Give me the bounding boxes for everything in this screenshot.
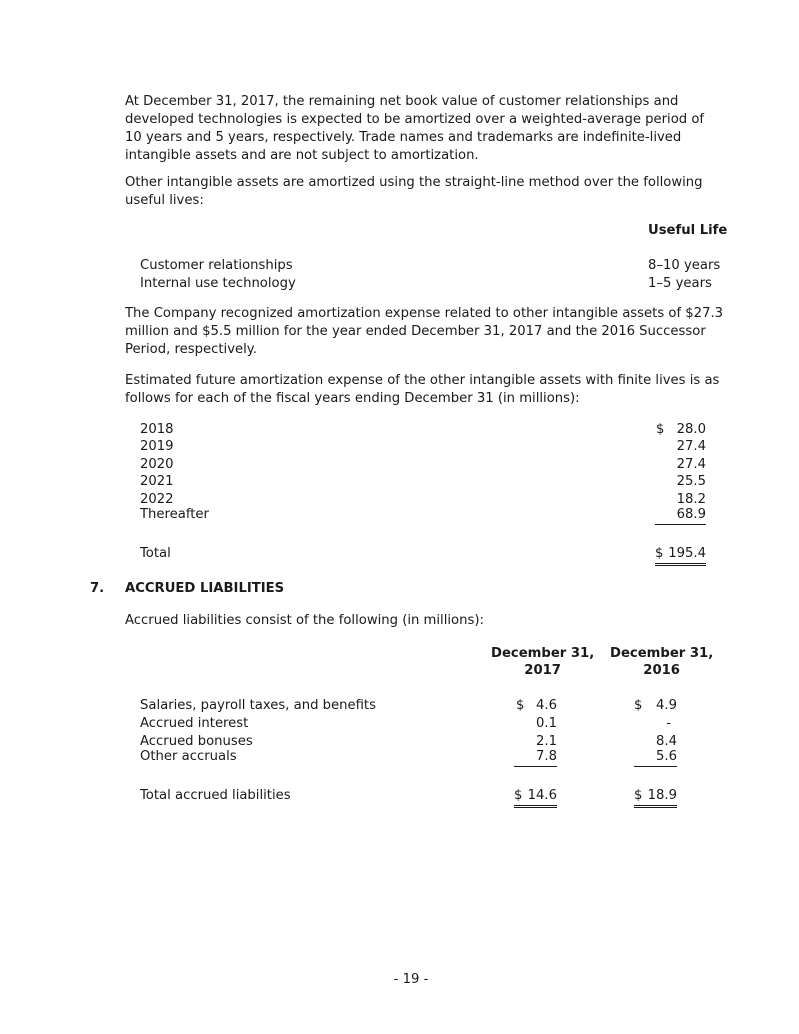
accrued-total-label: Total accrued liabilities bbox=[140, 788, 291, 803]
section-title: ACCRUED LIABILITIES bbox=[125, 581, 285, 596]
accrued-c2-value: 4.9 bbox=[656, 698, 677, 713]
amort-value: 28.0 bbox=[676, 422, 706, 437]
accrued-c1-value: 7.8 bbox=[514, 748, 557, 767]
accrued-c1-currency: $ bbox=[516, 698, 525, 713]
useful-life-label-technology: Internal use technology bbox=[140, 276, 296, 291]
accrued-total-c1-currency: $ bbox=[514, 788, 523, 803]
accrued-total-2016 bbox=[634, 787, 677, 808]
amort-thereafter-value: 68.9 bbox=[655, 506, 706, 525]
accrued-row-label: Salaries, payroll taxes, and benefits bbox=[140, 698, 376, 713]
accrued-row-label: Accrued interest bbox=[140, 716, 249, 731]
accrued-row-label: Accrued bonuses bbox=[140, 734, 253, 749]
accrued-total-c2-currency: $ bbox=[634, 788, 643, 803]
accrued-total-c1-value: 14.6 bbox=[527, 788, 557, 803]
col-header-2017-line1: December 31, bbox=[491, 646, 595, 661]
useful-life-header: Useful Life bbox=[648, 223, 728, 238]
accrued-row-label: Other accruals bbox=[140, 749, 237, 764]
amort-thereafter-label: Thereafter bbox=[140, 507, 209, 522]
paragraph-useful-lives-intro: Other intangible assets are amortized using the straight-line method over the following useful lives: bbox=[125, 175, 703, 208]
section-intro: Accrued liabilities consist of the following (in millions): bbox=[125, 613, 484, 628]
paragraph-future-amortization: Estimated future amortization expense of the other intangible assets with finite lives is as follows for each of the fiscal years ending December 31 (in millions): bbox=[125, 373, 720, 406]
accrued-c1-value: 4.6 bbox=[536, 698, 557, 713]
accrued-c2-value: - bbox=[666, 716, 671, 731]
amort-year-label: 2021 bbox=[140, 474, 174, 489]
col-header-2016-line1: December 31, bbox=[610, 646, 714, 661]
col-header-2016-line2: 2016 bbox=[643, 663, 680, 678]
accrued-total-c2-value: 18.9 bbox=[647, 788, 677, 803]
col-header-2017-line2: 2017 bbox=[524, 663, 561, 678]
amort-year-label: 2018 bbox=[140, 422, 174, 437]
accrued-c2-currency: $ bbox=[634, 698, 643, 713]
accrued-c1-value: 2.1 bbox=[536, 734, 557, 749]
useful-life-label-customer: Customer relationships bbox=[140, 258, 293, 273]
amort-year-label: 2020 bbox=[140, 457, 174, 472]
accrued-c2-value: 5.6 bbox=[634, 748, 677, 767]
amort-total-number: 195.4 bbox=[668, 546, 706, 561]
amort-year-label: 2022 bbox=[140, 492, 174, 507]
accrued-c1-value: 0.1 bbox=[536, 716, 557, 731]
amort-value: 18.2 bbox=[676, 492, 706, 507]
amort-value: 27.4 bbox=[676, 457, 706, 472]
paragraph-amortization-period: At December 31, 2017, the remaining net book value of customer relationships and developed technologies is expected to be amortized over a weighted-average period of 10 years and 5 years, respectively. Trade names and trademarks are indefinite-lived intangible assets and are not subject to amortization. bbox=[125, 94, 705, 163]
useful-life-value-customer: 8–10 years bbox=[648, 258, 721, 273]
amort-total-currency: $ bbox=[655, 546, 664, 561]
amort-total-label: Total bbox=[140, 546, 171, 561]
accrued-c2-value: 8.4 bbox=[656, 734, 677, 749]
section-number: 7. bbox=[90, 581, 105, 596]
paragraph-amortization-expense: The Company recognized amortization expense related to other intangible assets of $27.3 million and $5.5 million for the year ended December 31, 2017 and the 2016 Successor Period, respectively. bbox=[125, 306, 724, 357]
amort-total-value bbox=[655, 545, 706, 566]
amort-value: 25.5 bbox=[676, 474, 706, 489]
page-number: - 19 - bbox=[393, 972, 429, 987]
amort-value: 27.4 bbox=[676, 439, 706, 454]
accrued-total-2017 bbox=[514, 787, 557, 808]
amort-year-label: 2019 bbox=[140, 439, 174, 454]
amort-currency: $ bbox=[656, 422, 665, 437]
useful-life-value-technology: 1–5 years bbox=[648, 276, 712, 291]
